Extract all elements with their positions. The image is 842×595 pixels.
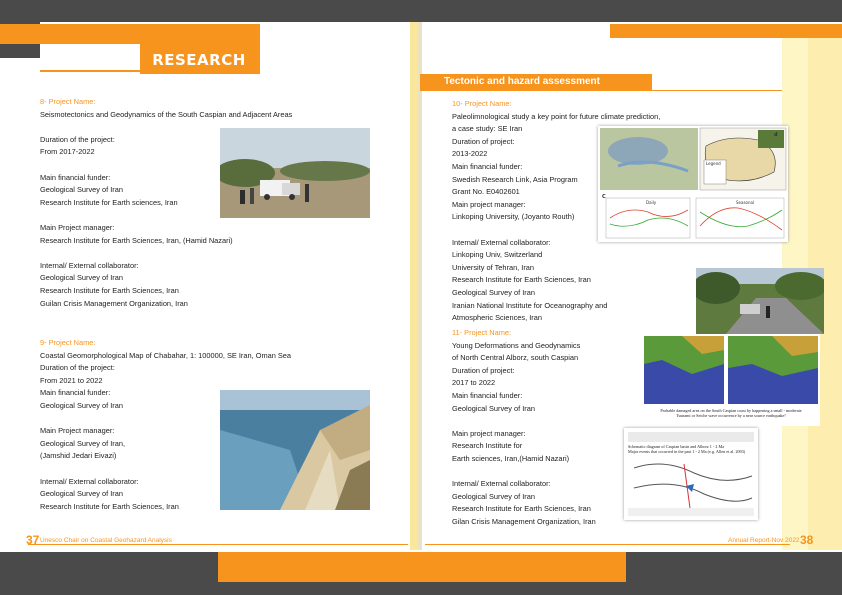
collaborator-label: Internal/ External collaborator: bbox=[40, 260, 139, 270]
sketch-caption-line: Major events that occurred in the past 1 - 2 Ma (e.g. Allen et al. 2003) bbox=[628, 449, 746, 454]
duration-value: From 2017-2022 bbox=[40, 147, 95, 157]
coastal-cliff-photo bbox=[220, 390, 370, 510]
right-section-title: Tectonic and hazard assessment bbox=[420, 74, 652, 90]
page-spine bbox=[410, 22, 418, 550]
manager-label: Main Project manager: bbox=[40, 426, 115, 436]
project-heading: 11- Project Name: bbox=[452, 328, 512, 337]
manager-value: Linkoping University, (Joyanto Routh) bbox=[452, 212, 575, 222]
funder-value: Geological Survey of Iran bbox=[452, 403, 535, 413]
footer-text-left: Unesco Chair on Coastal Geohazard Analysis bbox=[40, 537, 172, 544]
duration-label: Duration of project: bbox=[452, 365, 515, 375]
funder-value: Grant No. E0402601 bbox=[452, 187, 520, 197]
manager-value: Research Institute for Earth Sciences, Iran, (Hamid Nazari) bbox=[40, 235, 233, 245]
panel-label-d: d bbox=[774, 132, 778, 138]
collaborator-value: Atmospheric Sciences, Iran bbox=[452, 313, 542, 323]
collaborator-label: Internal/ External collaborator: bbox=[40, 476, 139, 486]
duration-label: Duration of the project: bbox=[40, 134, 115, 144]
duration-value: 2017 to 2022 bbox=[452, 378, 496, 388]
page-spine-shadow bbox=[418, 22, 422, 550]
collaborator-value: Research Institute for Earth Sciences, Iran bbox=[452, 504, 591, 514]
project-heading: 8- Project Name: bbox=[40, 97, 96, 106]
duration-value: 2013-2022 bbox=[452, 149, 488, 159]
chart-title-right: Seasonal bbox=[736, 200, 755, 205]
project-heading: 10- Project Name: bbox=[452, 99, 512, 108]
page-number-left: 37 bbox=[26, 533, 40, 547]
duration-label: Duration of the project: bbox=[40, 363, 115, 373]
project-name: Coastal Geomorphological Map of Chabahar, 1: 100000, SE Iran, Oman Sea bbox=[40, 350, 292, 360]
manager-label: Main Project manager: bbox=[40, 222, 115, 232]
manager-label: Main project manager: bbox=[452, 428, 526, 438]
project-11 bbox=[452, 327, 596, 529]
collaborator-value: Linkoping Univ, Switzerland bbox=[452, 250, 543, 260]
collaborator-value: University of Tehran, Iran bbox=[452, 262, 535, 272]
manager-value: Research Institute for bbox=[452, 441, 523, 451]
top-gray-band bbox=[0, 0, 842, 22]
chart-title-left: Daily bbox=[646, 200, 657, 205]
collaborator-value: Gilan Crisis Management Organization, Iran bbox=[452, 516, 596, 526]
funder-value: Geological Survey of Iran bbox=[40, 185, 123, 195]
collaborator-label: Internal/ External collaborator: bbox=[452, 479, 551, 489]
duration-label: Duration of project: bbox=[452, 136, 515, 146]
duration-value: From 2021 to 2022 bbox=[40, 375, 103, 385]
footer-rule-right bbox=[425, 544, 790, 545]
funder-label: Main financial funder: bbox=[40, 388, 111, 398]
funder-label: Main financial funder: bbox=[452, 161, 523, 171]
footer-rule-left bbox=[28, 544, 408, 545]
collaborator-value: Research Institute for Earth Sciences, Iran bbox=[40, 285, 179, 295]
dem-caption bbox=[642, 408, 820, 418]
road-survey-photo bbox=[696, 268, 824, 334]
manager-value: Earth sciences, Iran,(Hamid Nazari) bbox=[452, 453, 570, 463]
funder-label: Main financial funder: bbox=[40, 172, 111, 182]
right-title-underline bbox=[420, 90, 782, 91]
funder-value: Research Institute for Earth sciences, Iran bbox=[40, 197, 178, 207]
dem-caption-line: Probable damaged area on the South Caspian coast by happening a small - moderate bbox=[660, 408, 802, 413]
manager-value: Geological Survey of Iran, bbox=[40, 438, 126, 448]
collaborator-label: Internal/ External collaborator: bbox=[452, 237, 551, 247]
footer-text-right: Annual Report-Nov 2022 bbox=[728, 537, 800, 544]
section-title: RESEARCH PROJECT bbox=[152, 51, 246, 93]
paleo-map-figure bbox=[598, 126, 788, 242]
collaborator-value: Research Institute for Earth Sciences, Iran bbox=[40, 501, 179, 511]
funder-label: Main financial funder: bbox=[452, 390, 523, 400]
field-photo-vehicles bbox=[220, 128, 370, 218]
top-orange-band-right bbox=[610, 24, 842, 38]
tectonic-sketch-figure bbox=[624, 428, 758, 520]
project-name: of North Central Alborz, south Caspian bbox=[452, 353, 579, 363]
collaborator-value: Geological Survey of Iran bbox=[40, 273, 123, 283]
funder-value: Swedish Research Link, Asia Program bbox=[452, 174, 578, 184]
top-orange-band-left bbox=[0, 24, 260, 44]
project-name: Young Deformations and Geodynamics bbox=[452, 340, 581, 350]
dem-caption-line: Tsunami or Seiche wave occurrence by a near source earthquake! bbox=[676, 413, 786, 418]
panel-label-c: C bbox=[602, 194, 606, 200]
project-heading: 9- Project Name: bbox=[40, 338, 96, 347]
manager-label: Main project manager: bbox=[452, 199, 526, 209]
project-name: a case study: SE Iran bbox=[452, 124, 523, 134]
map-legend-label: Legend bbox=[706, 161, 721, 166]
collaborator-value: Iranian National Institute for Oceanography and bbox=[452, 300, 608, 310]
sketch-caption-line: Schematic diagram of Caspian basin and Alborz 1 - 2 Ma bbox=[628, 444, 725, 449]
funder-value: Geological Survey of Iran bbox=[40, 400, 123, 410]
collaborator-value: Geological Survey of Iran bbox=[452, 491, 535, 501]
collaborator-value: Geological Survey of Iran bbox=[452, 287, 535, 297]
bottom-orange-band bbox=[218, 552, 626, 582]
dem-tsunami-figure bbox=[642, 334, 820, 426]
page-number-right: 38 bbox=[800, 533, 814, 547]
project-name: Seismotectonics and Geodynamics of the South Caspian and Adjacent Areas bbox=[40, 109, 293, 119]
title-underline bbox=[40, 70, 140, 72]
project-name: Paleolimnological study a key point for future climate prediction, bbox=[452, 111, 661, 121]
collaborator-value: Guilan Crisis Management Organization, Iran bbox=[40, 298, 188, 308]
collaborator-value: Research Institute for Earth Sciences, Iran bbox=[452, 275, 591, 285]
manager-value: (Jamshid Jedari Eivazi) bbox=[40, 451, 117, 461]
collaborator-value: Geological Survey of Iran bbox=[40, 489, 123, 499]
